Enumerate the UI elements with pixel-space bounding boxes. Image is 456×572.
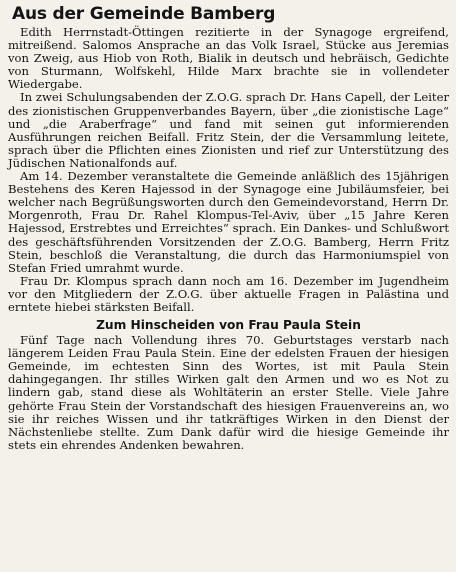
headline: Aus der Gemeinde Bamberg [12, 4, 276, 24]
article-paragraph: Frau Dr. Klompus sprach dann noch am 16. Dezember im Jugendheim vor den Mitgliedern der Z.O.G. über aktuelle Fragen in Palästina und erntete hiebei stärksten Beifall. [8, 273, 449, 314]
article-paragraph: Am 14. Dezember veranstaltete die Gemeinde anläßlich des 15jährigen Bestehens des Keren Hajessod in der Synagoge eine Jubiläumsfeier, bei welcher nach Begrüßungsworten durch den Gemeindevorstand, Herrn Dr. Morgenroth, Frau Dr. Rahel Klompus-Tel-Aviv, über „15 Jahre Keren Hajessod, Erstrebtes und Erreichtes“ sprach. Ein Dankes- und Schlußwort des geschäftsführenden Vorsitzenden der Z.O.G. Bamberg, Herrn Fritz Stein, beschloß die Veranstaltung, die durch das Harmoniumspiel von Stefan Fried umrahmt wurde. [8, 169, 449, 275]
obituary-heading: Zum Hinscheiden von Frau Paula Stein [96, 318, 361, 333]
article-paragraph: In zwei Schulungsabenden der Z.O.G. sprach Dr. Hans Capell, der Leiter des zionistischen Gruppenverbandes Bayern, über „die zionistische Lage“ und „die Araberfrage“ und fand mit seinen gut informierenden Ausführungen reichen Beifall. Fritz Stein, der die Versammlung leitete, sprach über die Pflichten eines Zionisten und rief zur Unterstützung des Jüdischen Nationalfonds auf. [8, 90, 449, 170]
obituary-paragraph: Fünf Tage nach Vollendung ihres 70. Geburtstages verstarb nach längerem Leiden Frau Paula Stein. Eine der edelsten Frauen der hiesigen Gemeinde, im echtesten Sinn des Wortes, ist mit Paula Stein dahingegangen. Ihr stilles Wirken galt den Armen und wo es Not zu lindern gab, stand diese als Wohltäterin an erster Stelle. Viele Jahre gehörte Frau Stein der Vorstandschaft des hiesigen Frauenvereins an, wo sie ihr reiches Wissen und ihr tatkräftiges Wirken in den Dienst der Nächstenliebe stellte. Zum Dank dafür wird die hiesige Gemeinde ihr stets ein ehrendes Andenken bewahren. [8, 333, 449, 452]
article-paragraph: Edith Herrnstadt-Öttingen rezitierte in der Synagoge ergreifend, mitreißend. Salomos Ansprache an das Volk Israel, Stücke aus Jeremias von Zweig, aus Hiob von Roth, Bialik in deutsch und hebräisch, Gedichte von Sturmann, Wolfskehl, Hilde Marx brachte sie in vollendeter Wiedergabe. [8, 25, 449, 92]
